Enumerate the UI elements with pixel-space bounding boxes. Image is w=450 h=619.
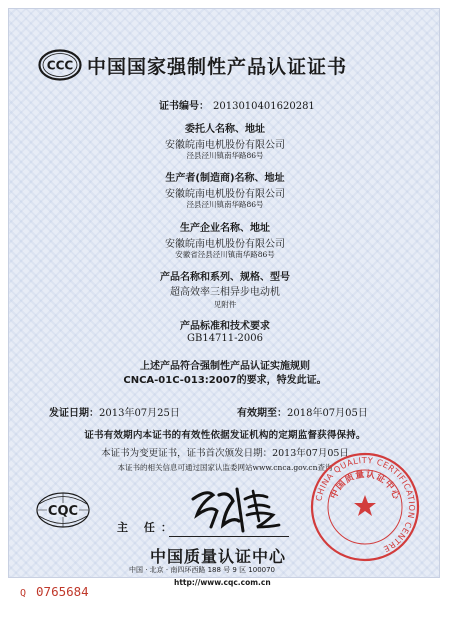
serial-number: 0765684	[36, 584, 89, 599]
conformity-line-1: 上述产品符合强制性产品认证实施规则	[140, 361, 310, 372]
director-signature	[187, 481, 287, 537]
standard-label: 产品标准和技术要求	[180, 321, 270, 332]
certificate-document	[8, 8, 440, 587]
expiry-date-label: 有效期至：	[237, 408, 287, 419]
factory-address: 安徽省泾县泾川镇南华路86号	[175, 250, 275, 259]
conformity-line-2: CNCA-01C-013:2007的要求，特发此证。	[123, 375, 327, 386]
cert-number-row	[159, 97, 315, 112]
issuer-url: http://www.cqc.com.cn	[174, 578, 271, 587]
producer-label: 生产者(制造商)名称、地址	[165, 173, 285, 184]
website-note: 本证书的相关信息可通过国家认监委网站www.cnca.gov.cn查询	[117, 463, 333, 472]
client-label: 委托人名称、地址	[185, 124, 265, 135]
producer-name: 安徽皖南电机股份有限公司	[165, 189, 285, 200]
cqc-logo	[35, 491, 91, 529]
director-label: 主 任：	[117, 521, 178, 534]
issue-date-row	[49, 404, 180, 419]
factory-name: 安徽皖南电机股份有限公司	[165, 239, 285, 250]
seal-star-icon	[354, 495, 376, 516]
certificate-title: 中国国家强制性产品认证证书	[87, 56, 348, 78]
ccc-logo-text: CCC	[46, 58, 74, 73]
client-name: 安徽皖南电机股份有限公司	[165, 140, 285, 151]
issue-date-label: 发证日期：	[49, 408, 99, 419]
serial-number-row	[20, 584, 89, 599]
validity-statement: 证书有效期内本证书的有效性依据发证机构的定期监督获得保持。	[84, 430, 366, 441]
standard-value: GB14711-2006	[187, 333, 263, 344]
expiry-date: 2018年07月05日	[287, 408, 368, 419]
client-address: 泾县泾川镇南华路86号	[186, 151, 264, 160]
product-label: 产品名称和系列、规格、型号	[160, 272, 290, 283]
change-statement: 本证书为变更证书，证书首次颁发日期：2013年07月05日	[101, 448, 349, 459]
issue-date: 2013年07月25日	[99, 408, 180, 419]
product-spec: 见附件	[213, 300, 237, 309]
official-seal	[309, 451, 421, 563]
seal-inner-text: 中国质量认证中心	[329, 469, 402, 502]
expiry-date-row	[237, 404, 368, 419]
issuer-name: 中国质量认证中心	[150, 547, 287, 566]
ccc-logo	[38, 49, 82, 81]
serial-prefix: Q	[20, 588, 27, 599]
issuer-address: 中国 · 北京 · 南四环西路 188 号 9 区 100070	[129, 566, 276, 574]
cert-number: 2013010401620281	[213, 101, 315, 112]
product-name: 超高效率三相异步电动机	[170, 287, 280, 298]
signature-line	[169, 536, 289, 537]
factory-label: 生产企业名称、地址	[180, 223, 270, 234]
producer-address: 泾县泾川镇南华路86号	[186, 200, 264, 209]
seal-ring-text: CHINA QUALITY CERTIFICATION CENTRE	[313, 454, 418, 555]
cert-number-label: 证书编号：	[159, 101, 209, 112]
cqc-logo-text: CQC	[47, 504, 79, 519]
